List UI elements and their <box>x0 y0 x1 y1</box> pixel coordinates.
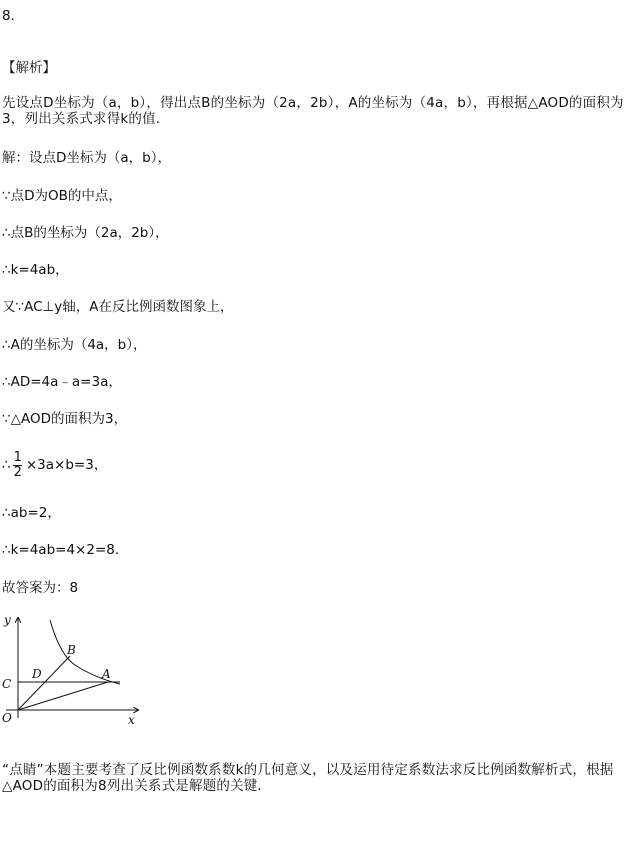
fraction-suffix: ×3a×b=3， <box>25 457 108 473</box>
comment-paragraph: “点睛”本题主要考查了反比例函数系数k的几何意义，以及运用待定系数法求反比例函数解析式，根据△AOD的面积为8列出关系式是解题的关键． <box>2 762 614 794</box>
fraction-denominator: 2 <box>13 464 22 480</box>
solution-step: 又∵AC⊥y轴，A在反比例函数图象上， <box>2 299 234 315</box>
fraction-half <box>13 451 23 480</box>
label-x: x <box>128 713 135 727</box>
solution-step: ∴k=4ab=4×2=8． <box>2 542 129 558</box>
solution-step: ∴k=4ab， <box>2 262 69 278</box>
analysis-heading: 【解析】 <box>2 60 56 76</box>
solution-step: ∴ab=2， <box>2 505 61 521</box>
answer-line: 故答案为：8 <box>2 580 79 596</box>
label-y: y <box>4 613 11 627</box>
label-d: D <box>32 667 42 681</box>
label-a: A <box>102 667 111 681</box>
label-b: B <box>67 643 76 657</box>
fraction-prefix: ∴ <box>2 457 11 473</box>
solution-step: ∴AD=4a﹣a=3a， <box>2 374 122 390</box>
coordinate-figure <box>0 610 150 730</box>
label-c: C <box>2 677 12 691</box>
analysis-summary: 先设点D坐标为（a，b），得出点B的坐标为（2a，2b），A的坐标为（4a，b），再根据△AOD的面积为3，列出关系式求得k的值． <box>2 95 624 127</box>
problem-number: 8． <box>2 8 25 24</box>
solution-step-fraction <box>2 448 107 482</box>
fraction-numerator: 1 <box>13 449 22 465</box>
solution-step: ∵点D为OB的中点， <box>2 188 122 204</box>
solution-step: 解：设点D坐标为（a，b）， <box>2 150 171 166</box>
solution-step: ∵△AOD的面积为3， <box>2 411 128 427</box>
solution-step: ∴A的坐标为（4a，b）， <box>2 337 147 353</box>
label-o: O <box>2 711 12 725</box>
solution-step: ∴点B的坐标为（2a，2b）， <box>2 225 169 241</box>
